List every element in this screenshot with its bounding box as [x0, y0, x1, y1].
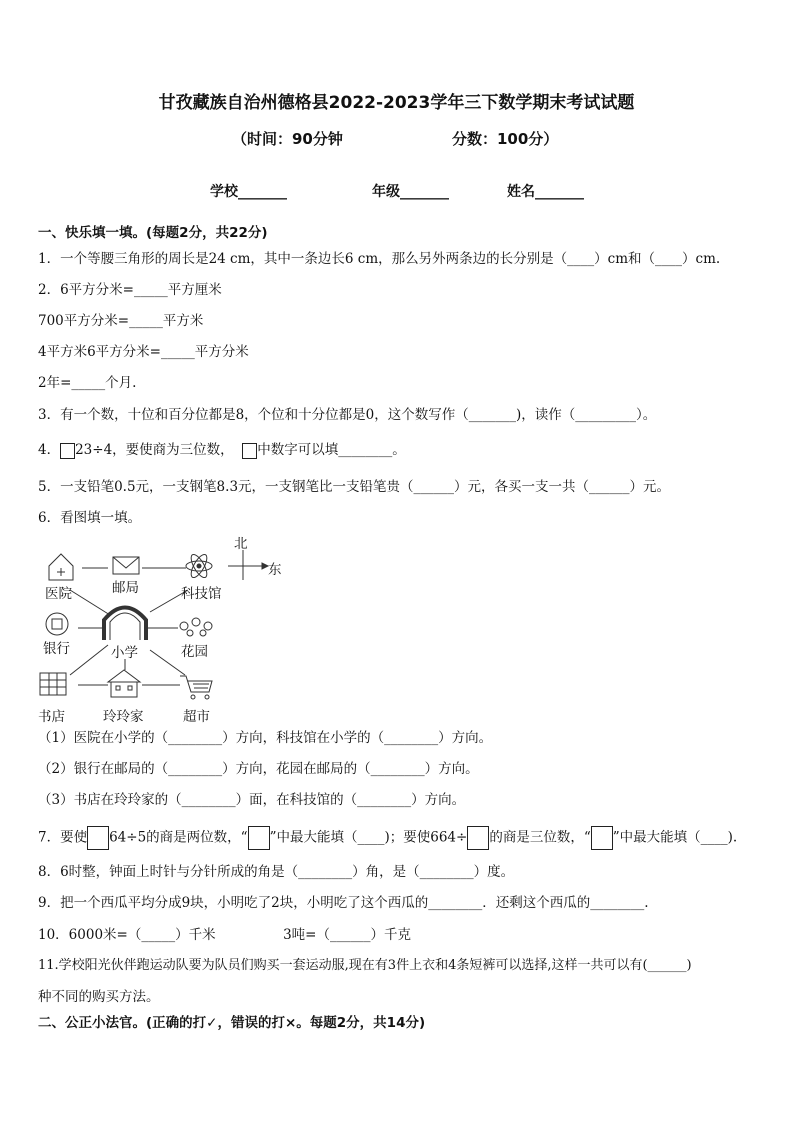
exam-time: （时间：90分钟 — [232, 130, 343, 148]
question-2c: 4平方米6平方分米=_____平方分米 — [38, 344, 249, 360]
question-7 — [38, 826, 737, 850]
digit-box[interactable] — [467, 826, 489, 850]
page-title: 甘孜藏族自治州德格县2022-2023学年三下数学期末考试试题 — [158, 93, 635, 113]
question-6: 6．看图填一填。 — [38, 510, 142, 526]
question-8: 8．6时整，钟面上时针与分针所成的角是（________）角，是（________）度。 — [38, 864, 515, 880]
hospital-label: 医院 — [45, 586, 72, 602]
bookstore-label: 书店 — [38, 709, 65, 725]
science-museum-label: 科技馆 — [181, 586, 222, 602]
q7-part-c: ”中最大能填（____)；要使664÷ — [269, 829, 468, 846]
exam-score: 分数：100分） — [452, 130, 559, 148]
coin-icon — [46, 613, 68, 635]
q7-part-a: 7．要使 — [38, 829, 88, 846]
question-2b: 700平方分米=_____平方米 — [38, 313, 204, 329]
section1-heading: 一、快乐填一填。(每题2分，共22分) — [38, 225, 268, 241]
question-1: 1．一个等腰三角形的周长是24 cm，其中一条边长6 cm，那么另外两条边的长分别是（____）cm和（____）cm. — [38, 251, 721, 267]
question-3: 3．有一个数，十位和百分位都是8，个位和十分位都是0，这个数写作（_______)，读作（_________）。 — [38, 407, 657, 423]
flowers-icon — [180, 618, 212, 636]
question-10: 10．6000米=（_____）千米 3吨=（______）千克 — [38, 927, 411, 943]
question-9: 9．把一个西瓜平均分成9块，小明吃了2块，小明吃了这个西瓜的________．还剩这个西瓜的________. — [38, 895, 649, 911]
east-label: 东 — [268, 562, 282, 578]
shopping-cart-icon — [180, 676, 212, 699]
question-6-1: （1）医院在小学的（________）方向，科技馆在小学的（________）方向。 — [38, 730, 493, 746]
question-6-3: （3）书店在玲玲家的（________）面，在科技馆的（________）方向。 — [38, 792, 466, 808]
section2-heading: 二、公正小法官。(正确的打✓，错误的打×。每题2分，共14分) — [38, 1015, 426, 1031]
question-5: 5．一支铅笔0.5元，一支钢笔8.3元，一支钢笔比一支铅笔贵（______）元，各买一支一共（______）元。 — [38, 479, 671, 495]
question-2a: 2．6平方分米=_____平方厘米 — [38, 282, 222, 298]
house-icon — [108, 670, 140, 697]
digit-box[interactable] — [248, 826, 270, 850]
garden-label: 花园 — [181, 644, 208, 660]
question-2d: 2年=_____个月. — [38, 375, 137, 391]
grade-field[interactable]: 年级_______ — [372, 184, 449, 200]
home-label: 玲玲家 — [103, 709, 144, 725]
school-label: 小学 — [111, 645, 138, 661]
q4-prefix: 4． — [38, 442, 61, 458]
q7-part-e: ”中最大能填（____). — [612, 829, 738, 846]
supermarket-label: 超市 — [183, 709, 210, 725]
q4-mid: 23÷4，要使商为三位数， — [75, 442, 234, 458]
q7-part-d: 的商是三位数，“ — [489, 829, 591, 846]
school-field[interactable]: 学校_______ — [210, 184, 287, 200]
q4-end: 中数字可以填________。 — [257, 442, 406, 458]
atom-icon — [186, 552, 212, 580]
question-11a: 11.学校阳光伙伴跑运动队要为队员们购买一套运动服,现在有3件上衣和4条短裤可以选择,这样一共可以有(______) — [38, 958, 692, 973]
post-office-label: 邮局 — [112, 580, 139, 596]
bank-label: 银行 — [43, 641, 70, 657]
question-11b: 种不同的购买方法。 — [38, 989, 160, 1005]
bookstore-icon — [40, 673, 66, 695]
north-label: 北 — [234, 536, 248, 552]
question-6-2: （2）银行在邮局的（________）方向，花园在邮局的（________）方向。 — [38, 761, 479, 777]
q7-part-b: 64÷5的商是两位数，“ — [109, 829, 248, 846]
post-envelope-icon — [113, 557, 139, 574]
digit-box[interactable] — [87, 826, 109, 850]
digit-box[interactable] — [591, 826, 613, 850]
hospital-icon — [49, 554, 73, 580]
name-field[interactable]: 姓名_______ — [507, 184, 584, 200]
